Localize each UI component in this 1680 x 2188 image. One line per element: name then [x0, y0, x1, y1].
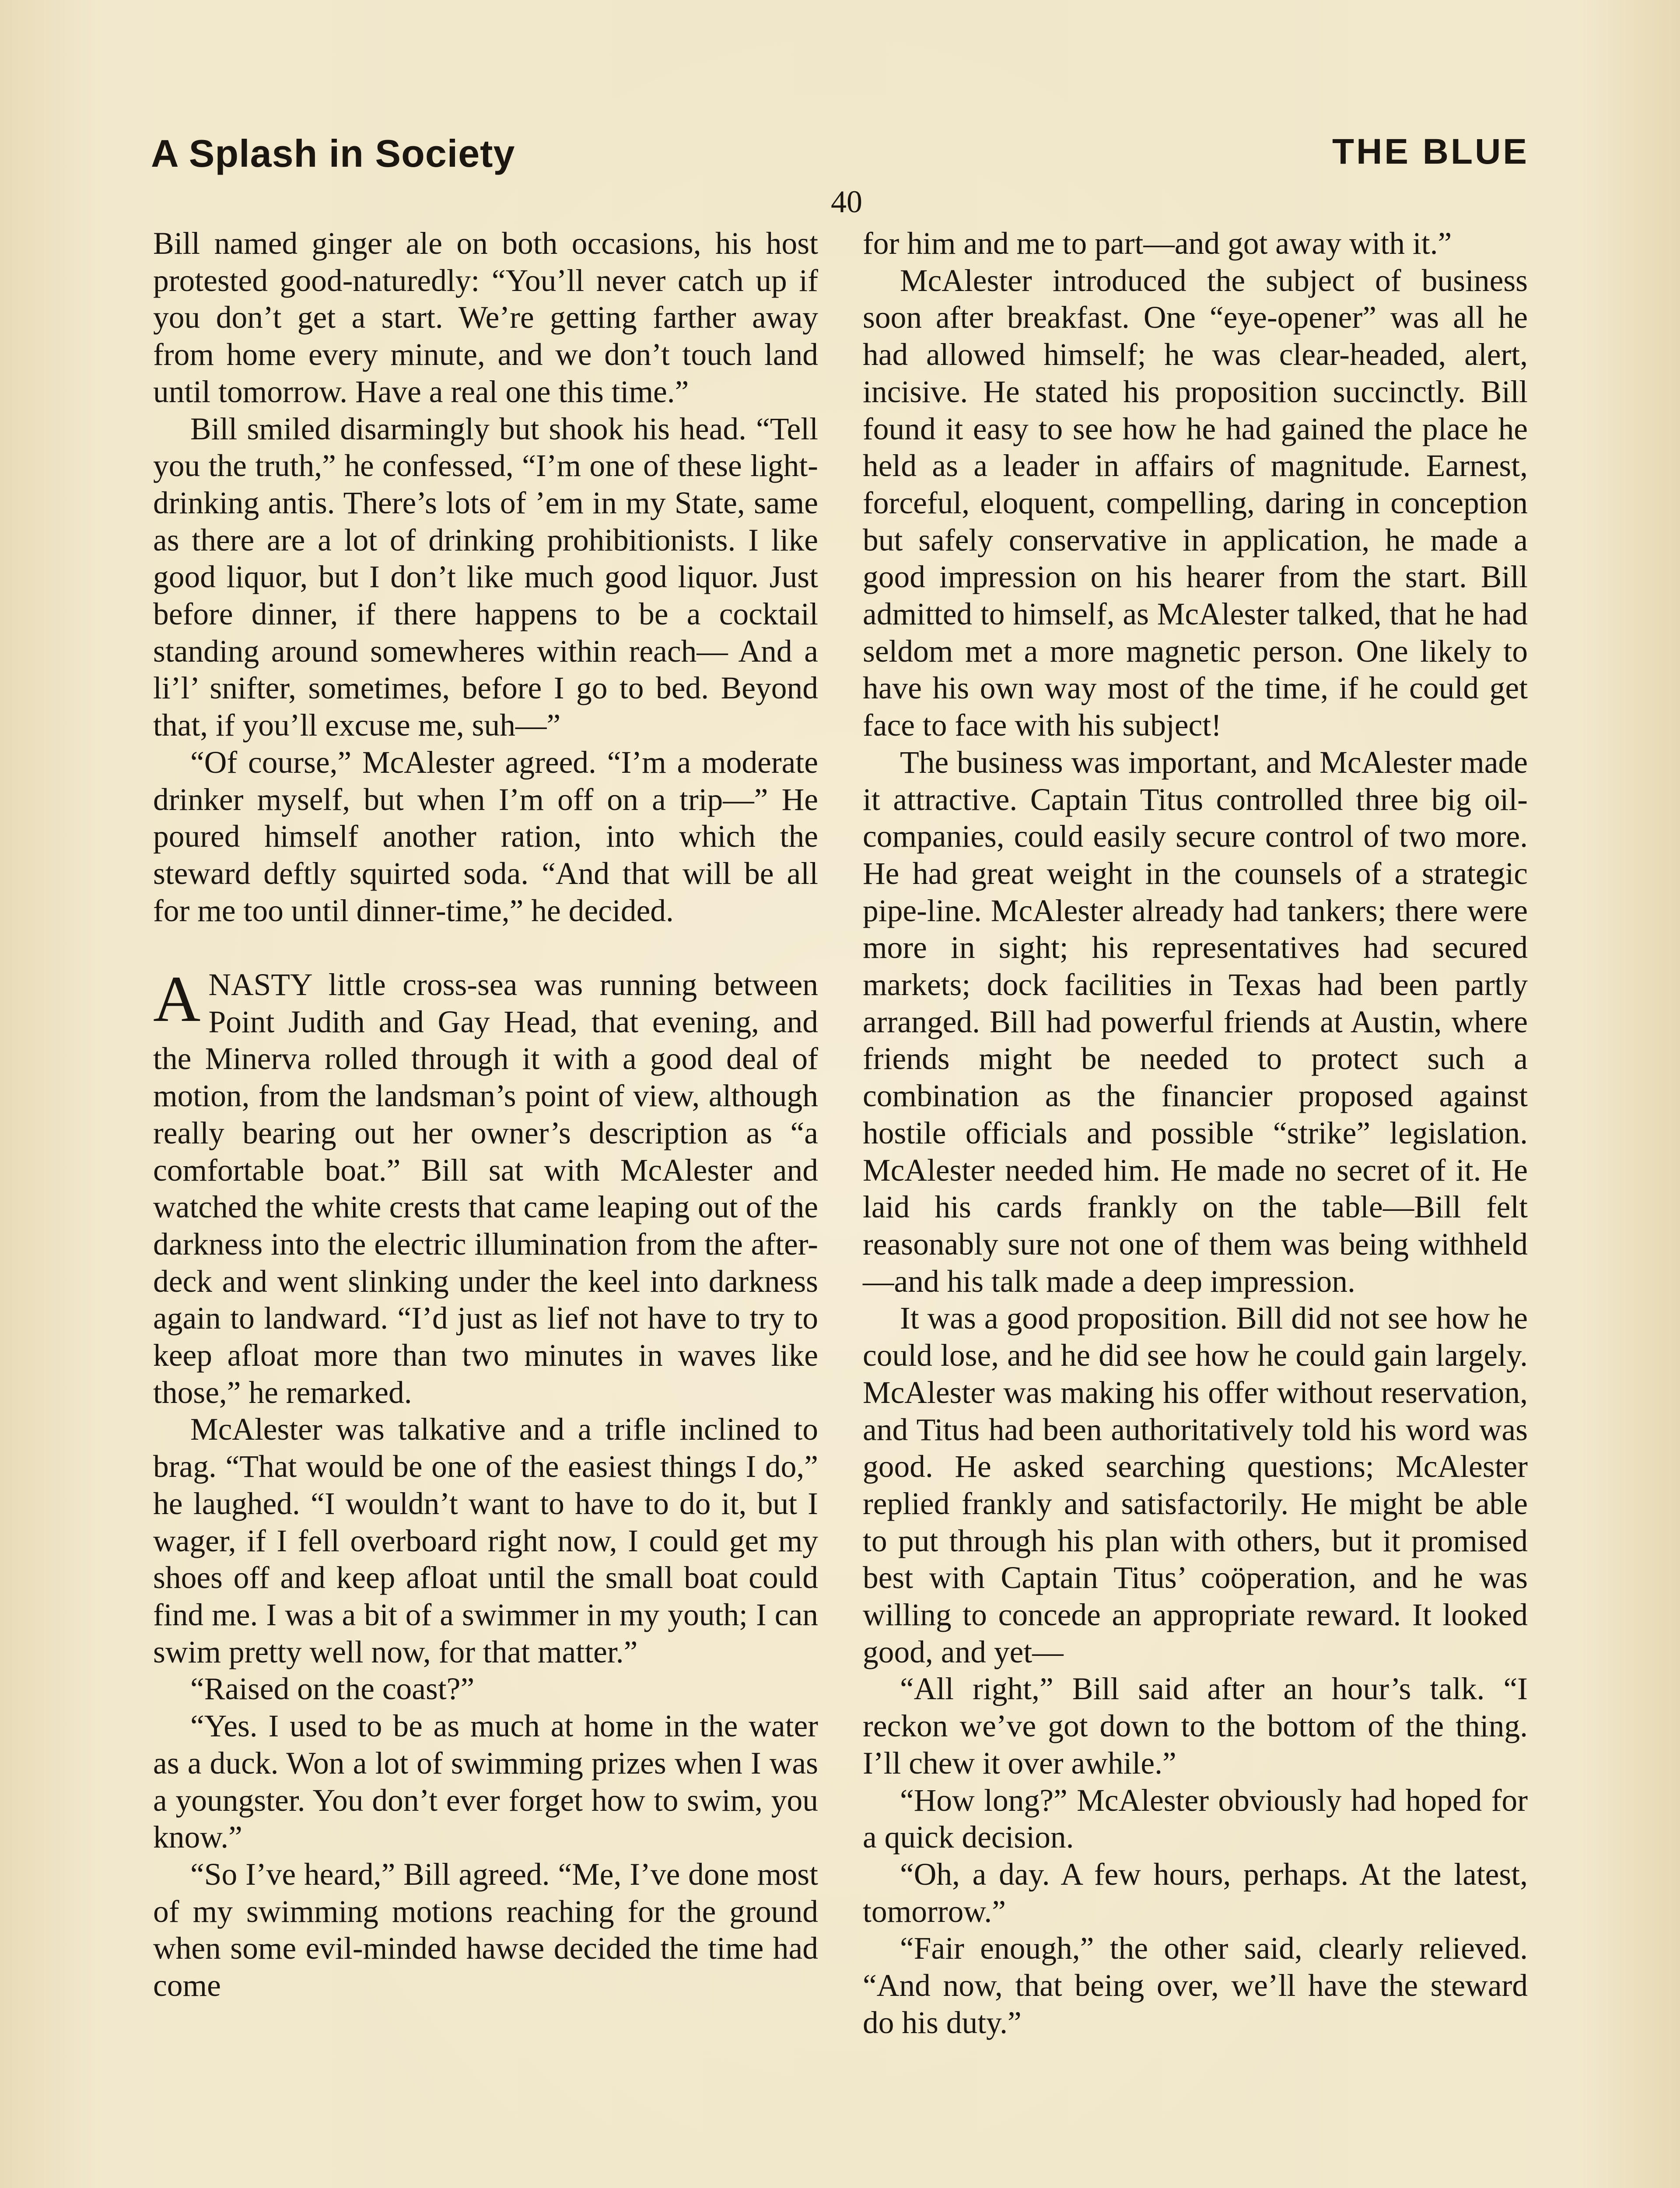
right-column — [863, 225, 1528, 2188]
left-column — [153, 225, 818, 2188]
magazine-title: THE BLUE — [1332, 132, 1529, 172]
paragraph: “How long?” McAlester obviously had hoped for a quick decision. — [863, 1783, 1528, 1855]
paragraph: It was a good proposition. Bill did not see how he could lose, and he did see how he could gain largely. McAlester was making his offer without reservation, and Titus had been authoritatively told his word was good. He asked searching questions; McAlester replied frankly and satisfactorily. He might be able to put through his plan with others, but it promised best with Captain Titus’ coöperation, and he was willing to concede an appropriate reward. It looked good, and yet— — [863, 1301, 1528, 1669]
drop-cap: A — [153, 963, 201, 1036]
paragraph: Bill named ginger ale on both occasions, his host protested good-naturedly: “You’ll never catch up if you don’t get a start. We’re getting farther away from home every minute, and we don’t touch land until tomorrow. Have a real one this time.” — [153, 226, 818, 409]
paragraph: “Yes. I used to be as much at home in the water as a duck. Won a lot of swimming prizes when I was a youngster. You don’t ever forget how to swim, you know.” — [153, 1709, 818, 1855]
paragraph: “So I’ve heard,” Bill agreed. “Me, I’ve done most of my swimming motions reaching for the ground when some evil-minded hawse decided the time had come — [153, 1857, 818, 2003]
paragraph: “Raised on the coast?” — [190, 1672, 475, 1707]
paragraph: The business was important, and McAlester made it attractive. Captain Titus controlled three big oil-companies, could easily secure control of two more. He had great weight in the counsels of a strategic pipe-line. McAlester already had tankers; there were more in sight; his representatives had secured markets; dock facilities in Texas had been partly arranged. Bill had powerful friends at Austin, where friends might be needed to protect such a combination as the financier proposed against hostile officials and possible “strike” legislation. McAlester needed him. He made no secret of it. He laid his cards frankly on the table—Bill felt reasonably sure not one of them was being withheld—and his talk made a deep impression. — [863, 745, 1528, 1299]
paragraph: “Of course,” McAlester agreed. “I’m a moderate drinker myself, but when I’m off on a trip—” He poured himself another ration, into which the steward deftly squirted soda. “And that will be all for me too until dinner-time,” he decided. — [153, 745, 818, 928]
paragraph: “Oh, a day. A few hours, perhaps. At the latest, tomorrow.” — [863, 1857, 1528, 1929]
paragraph: “Fair enough,” the other said, clearly relieved. “And now, that being over, we’ll have the steward do his duty.” — [863, 1931, 1528, 2040]
paragraph: “All right,” Bill said after an hour’s talk. “I reckon we’ve got down to the bottom of the thing. I’ll chew it over awhile.” — [863, 1672, 1528, 1781]
page-number: 40 — [831, 184, 862, 219]
paragraph: McAlester introduced the subject of business soon after breakfast. One “eye-opener” was all he had allowed himself; he was clear-headed, alert, incisive. He stated his proposition succinctly. Bill found it easy to see how he had gained the place he held as a leader in affairs of magnitude. Earnest, forceful, eloquent, compelling, daring in conception but safely conservative in application, he made a good impression on his hearer from the start. Bill admitted to himself, as McAlester talked, that he had seldom met a more magnetic person. One likely to have his own way most of the time, if he could get face to face with his subject! — [863, 263, 1528, 743]
story-title: A Splash in Society — [151, 132, 515, 175]
paragraph: for him and me to part—and got away with it.” — [863, 226, 1452, 261]
paragraph: McAlester was talkative and a trifle inclined to brag. “That would be one of the easiest things I do,” he laughed. “I wouldn’t want to have to do it, but I wager, if I fell overboard right now, I could get my shoes off and keep afloat until the small boat could find me. I was a bit of a swimmer in my youth; I can swim pretty well now, for that matter.” — [153, 1412, 818, 1669]
section-text: NASTY little cross-sea was running between Point Judith and Gay Head, that evening, and the Minerva rolled through it with a good deal of motion, from the landsman’s point of view, although really bearing out her owner’s description as “a comfortable boat.” Bill sat with McAlester and watched the white crests that came leaping out of the darkness into the electric illumination from the after-deck and went slinking under the keel into darkness again to landward. “I’d just as lief not have to try to keep afloat more than two minutes in waves like those,” he remarked. — [153, 968, 818, 1410]
paragraph: Bill smiled disarmingly but shook his head. “Tell you the truth,” he confessed, “I’m one of these light-drinking antis. There’s lots of ’em in my State, same as there are a lot of drinking prohibitionists. I like good liquor, but I don’t like much good liquor. Just before dinner, if there happens to be a cocktail standing around somewheres within reach— And a li’l’ snifter, sometimes, before I go to bed. Beyond that, if you’ll excuse me, suh—” — [153, 411, 818, 743]
section-opening-paragraph — [153, 963, 818, 1411]
